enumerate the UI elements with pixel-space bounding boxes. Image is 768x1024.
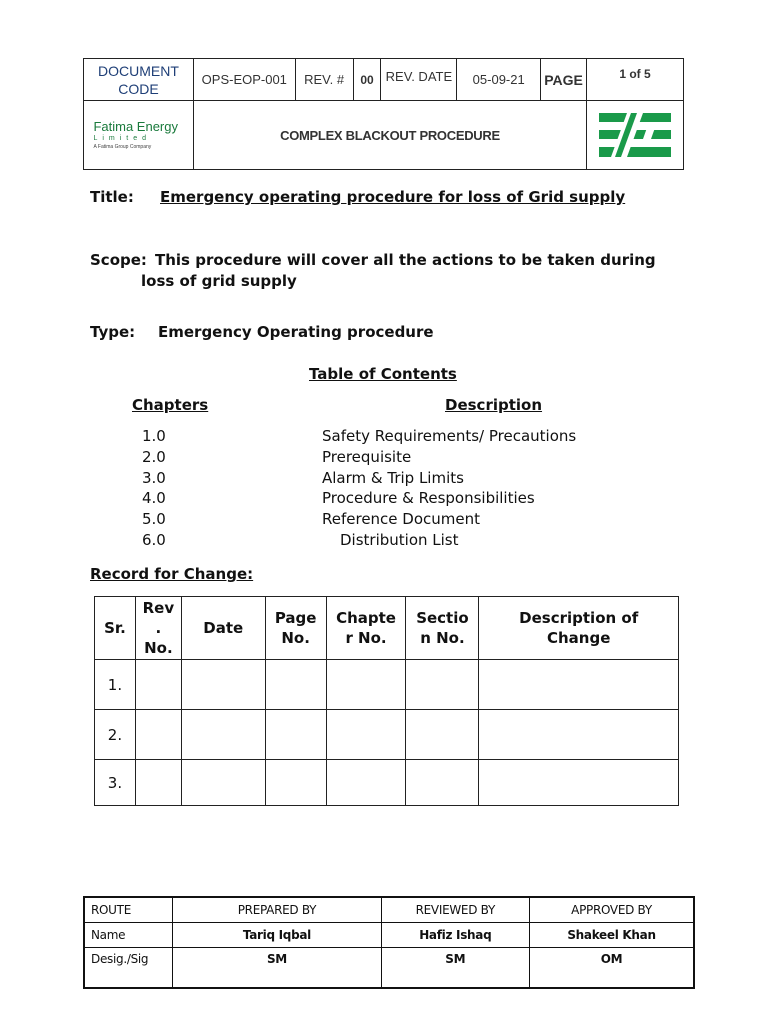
toc-description: Reference Document (322, 510, 481, 528)
approved-by-label: APPROVED BY (530, 897, 694, 923)
table-row (95, 710, 679, 760)
toc-chapter: 4.0 (142, 489, 166, 507)
doc-code-label: DOCUMENT CODE (84, 59, 194, 101)
toc-chapter: 2.0 (142, 448, 166, 466)
approved-by-designation: OM (530, 948, 694, 988)
fatima-energy-logo: Fatima Energy Limited A Fatima Group Company (93, 118, 178, 150)
col-page-no: Page No. (265, 597, 326, 660)
type-value: Emergency Operating procedure (158, 323, 434, 341)
reviewed-by-label: REVIEWED BY (381, 897, 530, 923)
rev-date-label: REV. DATE (381, 59, 457, 101)
scope-text-line1: This procedure will cover all the actions to be taken during (155, 251, 656, 269)
toc-description: Alarm & Trip Limits (322, 469, 464, 487)
rev-number: 00 (353, 59, 381, 101)
reviewed-by-designation: SM (381, 948, 530, 988)
route-label: ROUTE (84, 897, 173, 923)
prepared-by-name: Tariq Iqbal (173, 923, 381, 948)
toc-description: Prerequisite (322, 448, 412, 466)
col-rev: Rev . No. (135, 597, 181, 660)
toc-chapter: 3.0 (142, 469, 166, 487)
col-date: Date (181, 597, 265, 660)
approved-by-name: Shakeel Khan (530, 923, 694, 948)
page-label: PAGE (541, 59, 587, 101)
row-sr: 2. (95, 710, 136, 760)
col-section-no: Sectio n No. (406, 597, 479, 660)
rev-date: 05-09-21 (457, 59, 541, 101)
reviewed-by-name: Hafiz Ishaq (381, 923, 530, 948)
toc-description: Safety Requirements/ Precautions (322, 427, 577, 445)
toc-chapter: 5.0 (142, 510, 166, 528)
title-label: Title: (90, 188, 134, 206)
toc-chapter: 6.0 (142, 531, 166, 549)
prepared-by-label: PREPARED BY (173, 897, 381, 923)
document-title: COMPLEX BLACKOUT PROCEDURE (193, 101, 586, 170)
brand-mark-cell (587, 101, 684, 170)
toc-description: Procedure & Responsibilities (322, 489, 535, 507)
designation-label: Desig./Sig (84, 948, 173, 988)
toc-heading: Table of Contents (309, 365, 457, 383)
table-row (95, 660, 679, 710)
page-number: 1 of 5 (587, 59, 684, 101)
scope-text-line2: loss of grid supply (141, 272, 297, 290)
toc-description: Distribution List (340, 531, 459, 549)
document-header (83, 58, 684, 170)
brand-mark-icon (599, 113, 671, 157)
row-sr: 3. (95, 760, 136, 806)
toc-chapters-heading: Chapters (132, 396, 209, 414)
col-description: Description of Change (479, 597, 679, 660)
doc-code: OPS-EOP-001 (193, 59, 295, 101)
type-label: Type: (90, 323, 136, 341)
toc-chapter: 1.0 (142, 427, 166, 445)
table-header-row (95, 597, 679, 660)
record-for-change-table (94, 596, 679, 806)
name-label: Name (84, 923, 173, 948)
col-chapter-no: Chapte r No. (326, 597, 406, 660)
record-heading: Record for Change: (90, 565, 254, 583)
table-row (95, 760, 679, 806)
prepared-by-designation: SM (173, 948, 381, 988)
row-sr: 1. (95, 660, 136, 710)
title-value: Emergency operating procedure for loss of Grid supply (160, 188, 626, 206)
approval-table (83, 896, 695, 989)
col-sr: Sr. (95, 597, 136, 660)
rev-label: REV. # (295, 59, 353, 101)
toc-description-heading: Description (445, 396, 543, 414)
scope-label: Scope: (90, 251, 147, 269)
company-logo-cell (84, 101, 194, 170)
